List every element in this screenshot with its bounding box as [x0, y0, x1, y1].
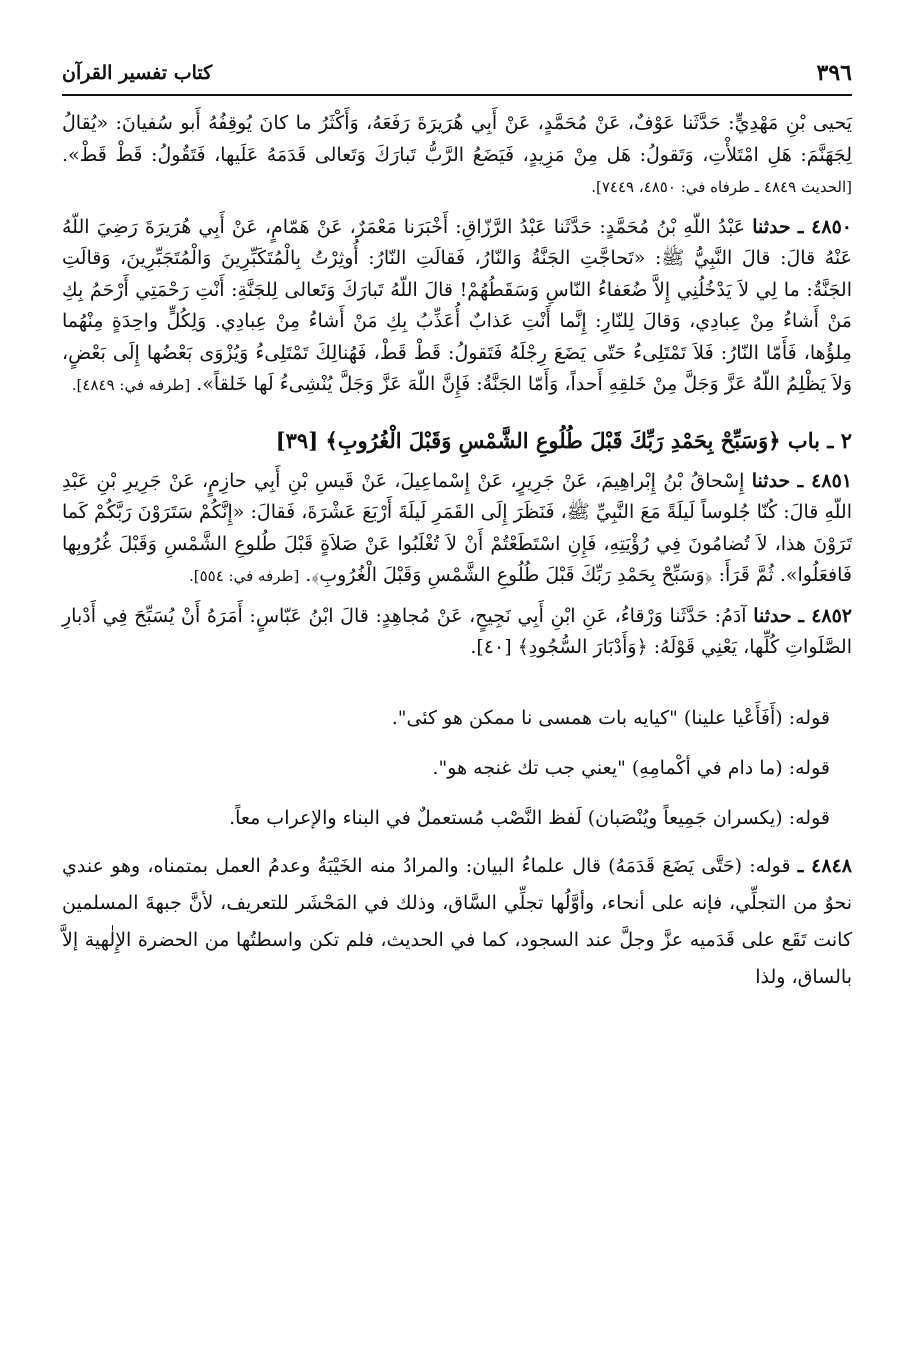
commentary-number: ٤٨٤٨ ـ [797, 854, 852, 877]
hadith-body: يَحيى بْنِ مَهْدِيٍّ: حَدَّثَنا عَوْفٌ، عَنْ مُحَمَّدٍ، عَنْ أَبِي هُرَيرَةَ رَفَعَهُ، وَأَكْثَرُ ما كانَ يُوقِفُهُ أَبو سُفيانَ: «يُقالُ لِجَهَنَّمَ: هَلِ امْتَلأْتِ، وَتَقولُ: هَل مِنْ مَزِيدٍ، فَيَضَعُ الرَّبُّ تَبارَكَ وَتَعالى قَدَمَهُ عَلَيها، فَتَقُولُ: قَطْ قَطْ». [62, 112, 852, 166]
hadith-reference: [الحديث ٤٨٤٩ ـ طرفاه في: ٤٨٥٠، ٧٤٤٩]. [591, 178, 852, 196]
hadith-number: ٤٨٥١ ـ [797, 469, 852, 492]
hadith-paragraph [62, 466, 852, 593]
hadith-paragraph [62, 601, 852, 664]
commentary-item: قوله: (أَفَأَعْيا علينا) "كيايه بات همسى نا ممكن هو كئى". [391, 706, 830, 729]
narration-marker: حدثنا [752, 215, 791, 238]
narration-marker: حدثنا [751, 469, 791, 492]
page-header [62, 58, 852, 96]
commentary-item: قوله: (ما دام في أكْمامِهِ) "يعني جب تك غنجه هو". [432, 756, 830, 779]
hadith-paragraph [62, 108, 852, 204]
commentary-section [62, 698, 852, 996]
hadith-reference: [طرفه في: ٤٨٤٩]. [71, 376, 191, 394]
hadith-number: ٤٨٥٢ ـ [798, 604, 853, 627]
verse-reference: [٣٩] [275, 427, 319, 453]
hadith-paragraph [62, 212, 852, 402]
chapter-heading [62, 424, 852, 458]
commentary-paragraph [62, 848, 852, 996]
hadith-body: عَبْدُ اللّهِ بْنُ مُحَمَّدٍ: حَدَّثَنا عَبْدُ الرَّزّاقِ: أَخْبَرَنا مَعْمَرٌ، عَنْ هَمّامٍ، عَنْ أَبِي هُرَيرَةَ رَضِيَ اللّهُ عَنْهُ قالَ: قالَ النَّبِيُّ ﷺ: «تَحاجَّتِ الجَنَّةُ وَالنّارُ، فَقالَتِ النّارُ: أُوثِرْتُ بِالْمُتَكَبِّرِينَ وَالْمُتَجَبِّرِينَ، وَقالَتِ الجَنَّةُ: ما لِي لاَ يَدْخُلُنِي إِلاَّ ضُعَفاءُ النّاسِ وَسَقَطُهُمْ! قالَ اللّهُ تَبارَكَ وَتَعالى لِلجَنَّةِ: أَنْتِ رَحْمَتِي أَرْحَمُ بِكِ مَنْ أَشاءُ مِنْ عِبادِي، وَقالَ لِلنّارِ: إِنَّما أَنْتِ عَذابٌ أُعَذِّبُ بِكِ مَنْ أَشاءُ مِنْ عِبادِي. وَلِكُلٍّ واحِدَةٍ مِنْهُما مِلؤُها، فَأَمّا النّارُ: فَلاَ تَمْتَلِىءُ حَتّى يَضَعَ رِجْلَهُ فَتَقولُ: قَطْ قَطْ، فَهُنالِكَ تَمْتَلِىءُ وَيُزْوَى بَعْضُها إِلَى بَعْضٍ، وَلاَ يَظْلِمُ اللّهُ عَزَّ وَجَلَّ مِنْ خَلقِهِ أَحداً، وَأَمّا الجَنَّةُ: فَإِنَّ اللّهَ عَزَّ وَجَلَّ يُنْشِىءُ لَها خَلقاً». [62, 215, 852, 395]
book-page [62, 58, 852, 996]
narration-marker: حدثنا [753, 604, 792, 627]
hadith-reference: [طرفه في: ٥٥٤]. [188, 567, 300, 585]
chapter-number: ٢ ـ باب [787, 427, 852, 453]
chapter-verse: ﴿وَسَبِّحْ بِحَمْدِ رَبِّكَ قَبْلَ طُلُوعِ الشَّمْسِ وَقَبْلَ الْغُرُوبِ﴾ [325, 427, 781, 453]
hadith-body: آدَمُ: حَدَّثَنا وَرْقاءُ، عَنِ ابْنِ أَبِي نَجِيحٍ، عَنْ مُجاهِدٍ: قالَ ابْنُ عَبّاسٍ: أَمَرَهُ أَنْ يُسَبِّحَ فِي أَدْبارِ الصَّلَواتِ كُلِّها، يَعْنِي قَوْلَهُ: ﴿وَأَدْبَارَ السُّجُودِ﴾ [٤٠]. [62, 604, 852, 658]
commentary-body: قوله: (حَتَّى يَضَعَ قَدَمَهُ) قال علماءُ البيان: والمرادُ منه الخَيْبَةُ وعدمُ العمل بمتمناه، وهو عندي نحوٌ من التجلِّي، فإنه على أنحاء، وأوَّلُها تجلِّي السَّاق، وذلك في المَحْشَر للتعريف، لأنَّ جبهةَ المسلمين كانت تَقَع على قَدَميه عزَّ وجلَّ عند السجود، كما في الحديث، فلم تكن واسطتُها من الحضرة الإِلٰهية إلاَّ بالساق، ولذا [62, 854, 852, 988]
commentary-item: قوله: (يكسران جَمِيعاً ويُنْصَبان) لَفظ النَّصْب مُستعملٌ في البناء والإعراب معاً. [229, 806, 830, 829]
page-number: ٣٩٦ [816, 60, 852, 86]
hadith-number: ٤٨٥٠ ـ [797, 215, 852, 238]
book-title: كتاب تفسير القرآن [62, 62, 213, 84]
hadith-text [62, 108, 852, 664]
hadith-body: إِسْحاقُ بْنُ إِبْراهِيمَ، عَنْ جَرِيرٍ، عَنْ إِسْماعِيلَ، عَنْ قَيسِ بْنِ أَبِي حازِمٍ، عَنْ جَرِيرِ بْنِ عَبْدِ اللّهِ قالَ: كُنّا جُلوساً لَيلَةً مَعَ النَّبِيِّ ﷺ، فَنَظَرَ إِلَى القَمَرِ لَيلَةَ أَرْبَعَ عَشْرَةَ، فَقالَ: «إِنَّكُمْ سَتَرَوْنَ رَبَّكُمْ كَما تَرَوْنَ هذا، لاَ تُضامُونَ فِي رُؤْيَتِهِ، فَإِنِ اسْتَطَعْتُمْ أَنْ لاَ تُغْلَبُوا عَنْ صَلاَةٍ قَبْلَ طُلوعِ الشَّمْسِ وَقَبْلَ غُرُوبِها فَافعَلُوا». ثُمَّ قَرَأَ: ﴿وَسَبِّحْ بِحَمْدِ رَبِّكَ قَبْلَ طُلُوعِ الشَّمْسِ وَقَبْلَ الْغُرُوبِ﴾. [62, 469, 852, 586]
